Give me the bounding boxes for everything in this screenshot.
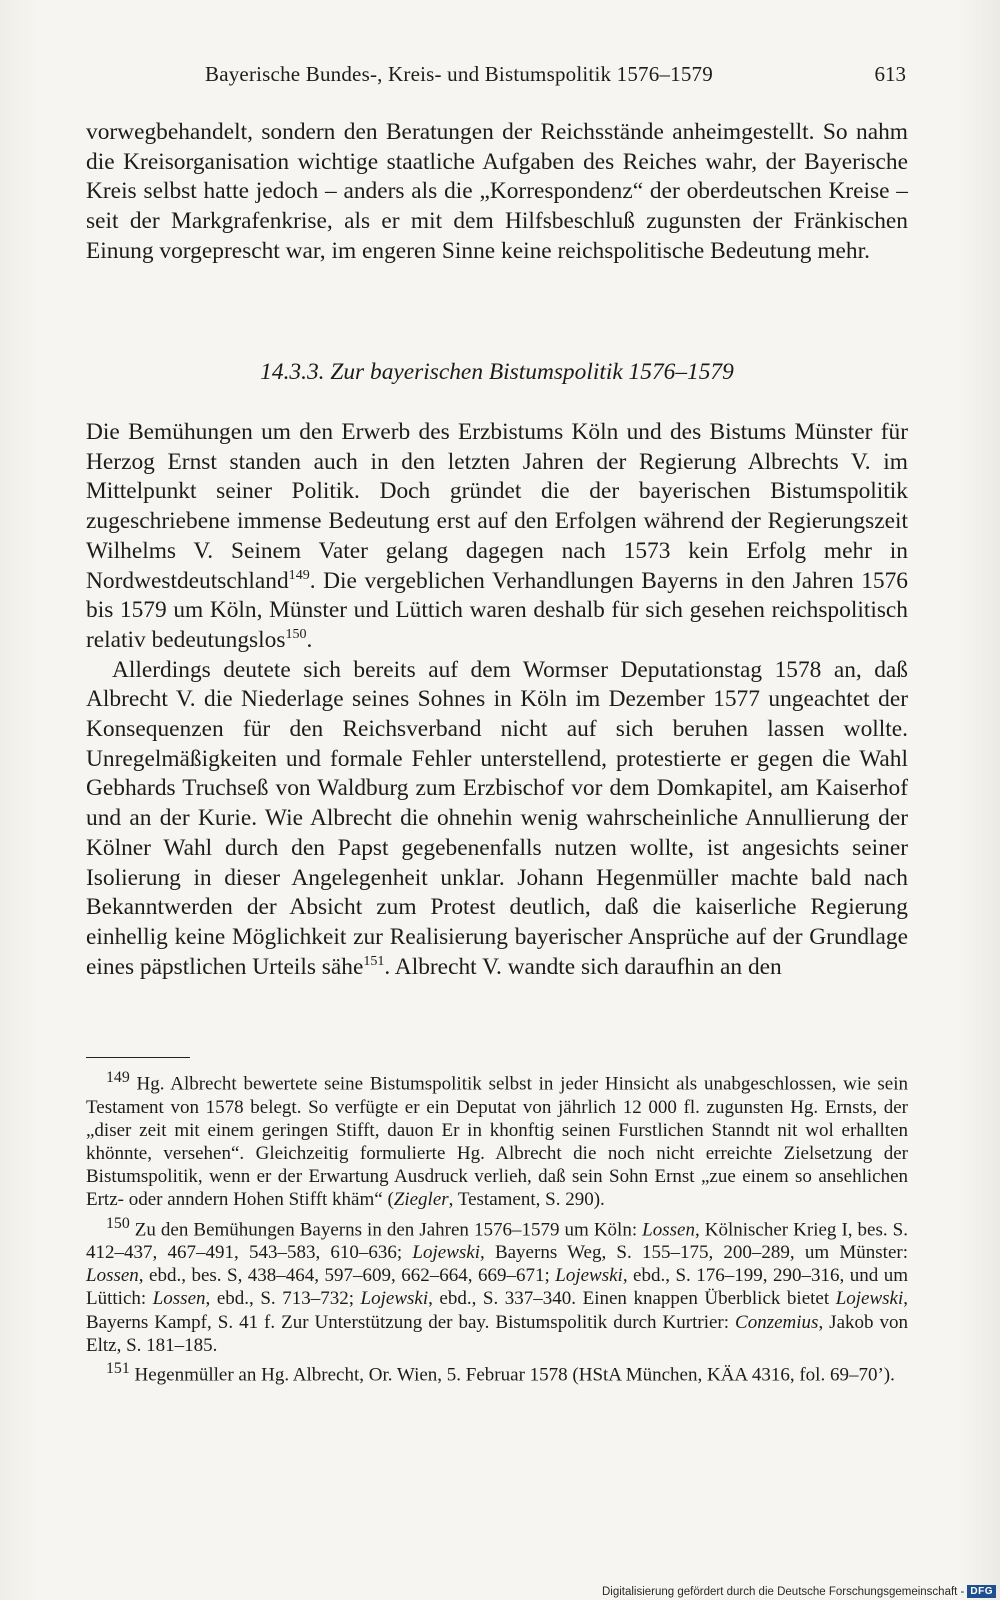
footnotes <box>86 1066 908 1387</box>
footnote-text: , ebd., bes. S, 438–464, 597–609, 662–664, 669–671; <box>138 1265 556 1287</box>
footnote-number: 151 <box>106 1360 130 1378</box>
footnote-text: Hg. Albrecht bewertete seine Bistumspolitik selbst in jeder Hinsicht als unabgeschlossen, wie sein Testament von 1578 belegt. So verfügte er ein Deputat von jährlich 12 000 fl. zugunsten Hg. Ernsts, der „diser zeit mit einem geringen Stifft, dauon Er in khonftig seinen Furstlichen Stanndt nit wol erhallten khönnte, versehen“. Gleichzeitig formulierte Hg. Albrecht die noch nicht erreichte Zielsetzung der Bistumspolitik, wenn er der Erwartung Ausdruck verlieh, daß sein Sohn Ernst „zue einem so ansehlichen Ertz- oder anndern Hohen Stifft khäm“ ( <box>86 1073 908 1211</box>
running-head: Bayerische Bundes-, Kreis- und Bistumspolitik 1576–1579 <box>205 62 713 86</box>
footnote-text: , Testament, S. 290). <box>448 1189 605 1211</box>
footnote-author: Ziegler <box>393 1189 449 1211</box>
footnote-text: Hegenmüller an Hg. Albrecht, Or. Wien, 5. Februar 1578 (HStA München, KÄA 4316, fol. 69–70’). <box>129 1364 895 1386</box>
footnote-author: Lojewski <box>555 1265 623 1287</box>
footnote-text: , ebd., S. 713–732; <box>205 1288 361 1310</box>
footnote-author: Lossen <box>642 1218 695 1240</box>
paragraph-2-text-a: Die Bemühungen um den Erwerb des Erzbistums Köln und des Bistums Münster für Herzog Ernst standen auch in den letzten Jahren der Regierung Albrechts V. im Mittelpunkt seiner Politik. Doch gründet die der bayerischen Bistumspolitik zugeschriebene immense Bedeutung erst auf den Erfolgen während der Regierungszeit Wilhelms V. Seinem Vater gelang dagegen nach 1573 kein Erfolg mehr in Nordwestdeutschland <box>86 419 908 594</box>
footnote-divider <box>86 1057 190 1058</box>
body-paragraph-1 <box>86 118 908 267</box>
paragraph-3 <box>86 656 908 983</box>
paragraph-3-text-b: . Albrecht V. wandte sich daraufhin an den <box>384 953 782 980</box>
dfg-logo-icon: DFG <box>967 1585 996 1598</box>
body-paragraphs-2-3 <box>86 418 908 982</box>
paragraph-2-text-b: . Die vergeblichen Verhandlungen Bayerns in den Jahren 1576 bis 1579 um Köln, Münster und Lüttich waren deshalb für sich gesehen reichspolitisch relativ bedeutungslos <box>86 567 908 653</box>
section-heading: 14.3.3. Zur bayerischen Bistumspolitik 1576–1579 <box>260 359 734 385</box>
footnote-150 <box>86 1212 908 1358</box>
footnote-text: Zu den Bemühungen Bayerns in den Jahren 1576–1579 um Köln: <box>129 1218 643 1240</box>
footnote-text: , Jakob von Eltz, S. 181–185. <box>86 1311 909 1356</box>
footnote-ref-151[interactable]: 151 <box>363 952 385 969</box>
footnote-text: , ebd., S. 176–199, 290–316, und um Lüttich: <box>86 1265 908 1310</box>
footnote-author: Conzemius <box>735 1311 819 1333</box>
footnote-text: , Bayerns Kampf, S. 41 f. Zur Unterstützung der bay. Bistumspolitik durch Kurtrier: <box>86 1288 909 1333</box>
footnote-text: , Kölnischer Krieg I, bes. S. 412–437, 467–491, 543–583, 610–636; <box>86 1218 908 1264</box>
footnote-author: Lojewski <box>835 1288 904 1310</box>
footer-text: Digitalisierung gefördert durch die Deutsche Forschungsgemeinschaft - <box>601 1585 965 1598</box>
paragraph-3-text-a: Allerdings deutete sich bereits auf dem Wormser Deputationstag 1578 an, daß Albrecht V. die Niederlage seines Sohnes in Köln im Dezember 1577 ungeachtet der Konsequenzen für den Reichsverband nicht auf sich beruhen lassen wollte. Unregelmäßigkeiten und formale Fehler unterstellend, protestierte er gegen die Wahl Gebhards Truchseß von Waldburg zum Erzbischof vor dem Domkapitel, am Kaiserhof und an der Kurie. Wie Albrecht die ohnehin wenig wahrscheinliche Annullierung der Kölner Wahl durch den Papst gegebenenfalls nutzen wollte, ist angesichts seiner Isolierung in dieser Angelegenheit unklar. Johann Hegenmüller machte bald nach Bekanntwerden der Absicht zum Protest deutlich, daß die kaiserliche Regierung einhellig keine Möglichkeit zur Realisierung bayerischer Ansprüche auf der Grundlage eines päpstlichen Urteils sähe <box>86 656 908 980</box>
footnote-author: Lossen <box>152 1288 206 1310</box>
paragraph-text: vorwegbehandelt, sondern den Beratungen der Reichsstände anheimgestellt. So nahm die Kreisorganisation wichtige staatliche Aufgaben des Reiches wahr, der Bayerische Kreis selbst hatte jedoch – anders als die „Korrespondenz“ der oberdeutschen Kreise – seit der Markgrafenkrise, als er mit dem Hilfsbeschluß zugunsten der Fränkischen Einung vorgeprescht war, im engeren Sinne keine reichspolitische Bedeutung mehr. <box>86 119 908 264</box>
page-number: 613 <box>874 62 906 86</box>
footnote-number: 150 <box>106 1214 130 1232</box>
footnote-ref-150[interactable]: 150 <box>285 626 307 643</box>
footnote-ref-149[interactable]: 149 <box>288 566 310 583</box>
paragraph-2 <box>86 418 908 656</box>
footnote-author: Lossen <box>86 1265 139 1287</box>
footnote-author: Lojewski <box>412 1242 480 1264</box>
footnote-number: 149 <box>106 1069 130 1086</box>
footnote-151 <box>86 1357 908 1387</box>
footnote-149 <box>86 1066 908 1212</box>
paragraph-2-text-c: . <box>306 626 313 653</box>
footnote-text: , Bayerns Weg, S. 155–175, 200–289, um Münster: <box>479 1242 908 1264</box>
footnote-author: Lojewski <box>360 1288 429 1310</box>
digitization-footer <box>602 1585 996 1598</box>
footnote-text: , ebd., S. 337–340. Einen knappen Überblick bietet <box>428 1288 836 1310</box>
